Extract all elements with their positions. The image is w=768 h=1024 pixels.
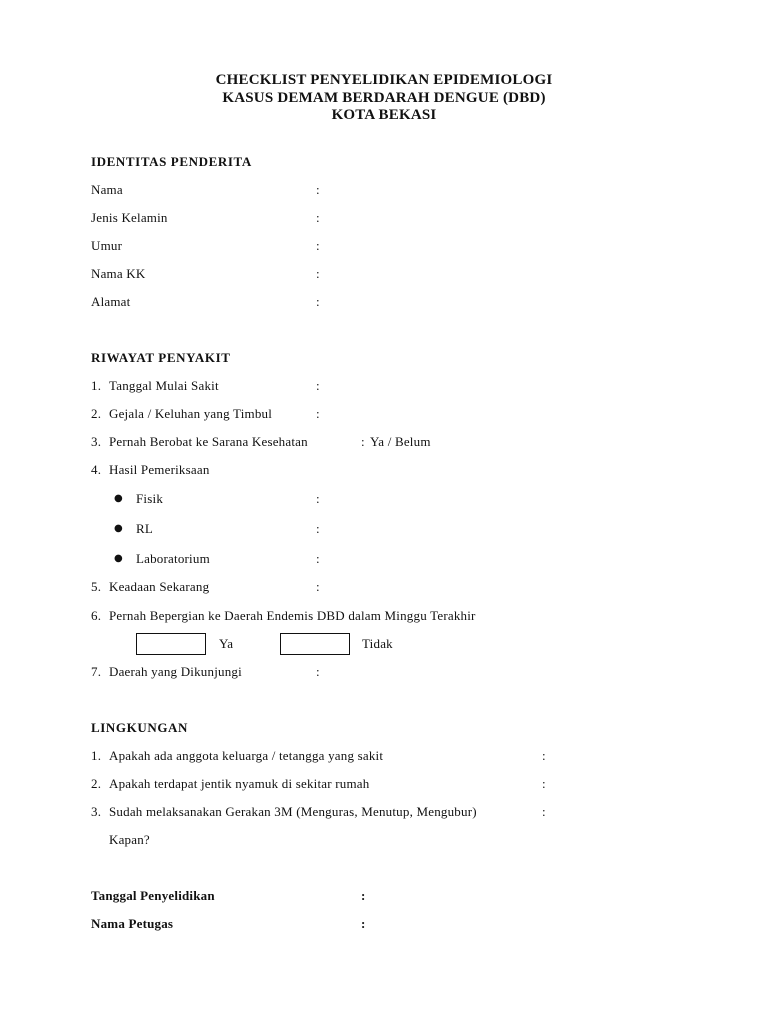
document-title-line-3: KOTA BEKASI <box>331 107 437 123</box>
bullet-icon: ● <box>114 523 123 534</box>
bullet-icon: ● <box>114 493 123 504</box>
riwayat-item-number: 7. <box>91 664 102 679</box>
ya-option-label: Ya <box>219 636 234 651</box>
field-colon: : <box>542 748 546 763</box>
bullet-icon: ● <box>114 553 123 564</box>
field-colon: : <box>316 491 320 506</box>
tidak-checkbox[interactable] <box>280 633 350 655</box>
sub-item-laboratorium: Laboratorium <box>136 551 210 566</box>
section-heading-lingkungan: LINGKUNGAN <box>91 720 189 735</box>
tidak-option-label: Tidak <box>362 636 393 651</box>
riwayat-item-gejala: Gejala / Keluhan yang Timbul <box>109 406 273 421</box>
riwayat-item-daerah-dikunjungi: Daerah yang Dikunjungi <box>109 664 242 679</box>
document-title-line-1: CHECKLIST PENYELIDIKAN EPIDEMIOLOGI <box>215 72 553 88</box>
field-colon: : <box>316 378 320 393</box>
riwayat-item-pernah-bepergian: Pernah Bepergian ke Daerah Endemis DBD dalam Minggu Terakhir <box>109 608 476 623</box>
riwayat-item-hasil-pemeriksaan: Hasil Pemeriksaan <box>109 462 210 477</box>
lingkungan-followup-kapan: Kapan? <box>109 832 150 847</box>
field-colon: : <box>542 776 546 791</box>
riwayat-item-number: 6. <box>91 608 102 623</box>
field-label-umur: Umur <box>91 238 123 253</box>
field-colon: : <box>316 406 320 421</box>
lingkungan-item-gerakan-3m: Sudah melaksanakan Gerakan 3M (Menguras, Menutup, Mengubur) <box>109 804 477 819</box>
section-heading-riwayat: RIWAYAT PENYAKIT <box>91 350 231 365</box>
riwayat-item-number: 4. <box>91 462 102 477</box>
field-label-jenis-kelamin: Jenis Kelamin <box>91 210 168 225</box>
sub-item-fisik: Fisik <box>136 491 164 506</box>
tanggal-penyelidikan-label: Tanggal Penyelidikan <box>91 888 215 903</box>
field-colon: : <box>316 521 320 536</box>
field-label-nama: Nama <box>91 182 123 197</box>
field-label-alamat: Alamat <box>91 294 131 309</box>
field-colon: : <box>316 579 320 594</box>
section-heading-identitas: IDENTITAS PENDERITA <box>91 154 252 169</box>
field-colon-nama: : <box>316 182 320 197</box>
pernah-berobat-options: Ya / Belum <box>370 434 431 449</box>
field-colon-nama-kk: : <box>316 266 320 281</box>
field-label-nama-kk: Nama KK <box>91 266 146 281</box>
field-colon-alamat: : <box>316 294 320 309</box>
riwayat-item-keadaan-sekarang: Keadaan Sekarang <box>109 579 210 594</box>
lingkungan-item-number: 1. <box>91 748 102 763</box>
lingkungan-item-number: 2. <box>91 776 102 791</box>
field-colon: : <box>361 888 366 903</box>
field-colon: : <box>316 664 320 679</box>
field-colon: : <box>361 916 366 931</box>
riwayat-item-number: 2. <box>91 406 102 421</box>
field-colon: : <box>316 551 320 566</box>
field-colon-jenis-kelamin: : <box>316 210 320 225</box>
riwayat-item-number: 3. <box>91 434 102 449</box>
nama-petugas-label: Nama Petugas <box>91 916 174 931</box>
field-colon-umur: : <box>316 238 320 253</box>
document-title-line-2: KASUS DEMAM BERDARAH DENGUE (DBD) <box>222 90 546 106</box>
riwayat-item-pernah-berobat: Pernah Berobat ke Sarana Kesehatan <box>109 434 308 449</box>
lingkungan-item-keluarga-sakit: Apakah ada anggota keluarga / tetangga yang sakit <box>109 748 384 763</box>
riwayat-item-number: 1. <box>91 378 102 393</box>
riwayat-item-number: 5. <box>91 579 102 594</box>
field-colon: : <box>542 804 546 819</box>
riwayat-item-tanggal-mulai-sakit: Tanggal Mulai Sakit <box>109 378 219 393</box>
lingkungan-item-jentik-nyamuk: Apakah terdapat jentik nyamuk di sekitar rumah <box>109 776 370 791</box>
ya-checkbox[interactable] <box>136 633 206 655</box>
lingkungan-item-number: 3. <box>91 804 102 819</box>
sub-item-rl: RL <box>136 521 154 536</box>
field-colon: : <box>361 434 365 449</box>
